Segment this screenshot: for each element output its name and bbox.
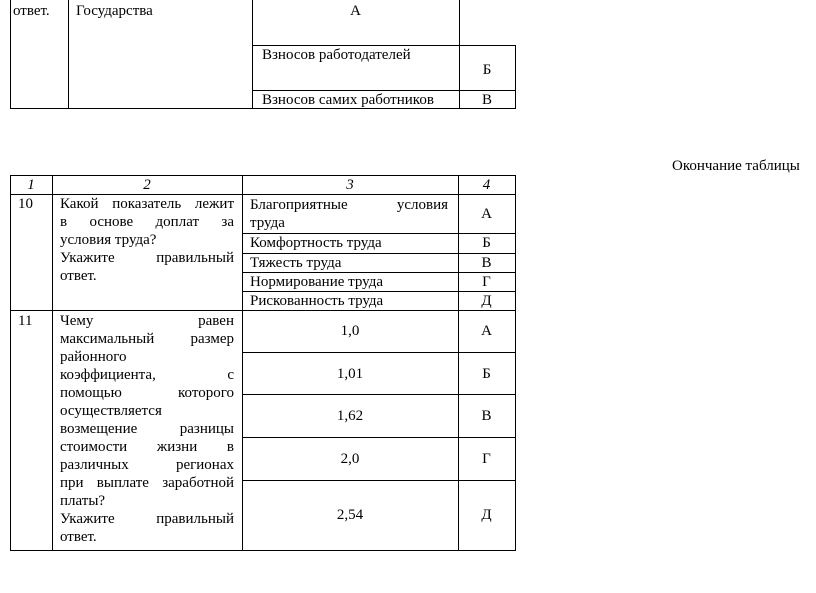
q11-option-c: 1,62 bbox=[336, 408, 364, 424]
q11-line: ответ. bbox=[60, 529, 97, 545]
q11-line: стоимости жизни в bbox=[60, 439, 234, 455]
q10-option-a-line2: труда bbox=[250, 215, 285, 231]
question-11-number: 11 bbox=[18, 313, 33, 329]
q10-line: Какой показатель лежит bbox=[60, 196, 234, 212]
q10-line: в основе доплат за bbox=[60, 214, 234, 230]
q11-line: помощью которого bbox=[60, 385, 234, 401]
q10-option-e: Рискованность труда bbox=[250, 293, 384, 309]
q11-line: коэффициента, с bbox=[60, 367, 234, 383]
q11-option-e-letter: Д bbox=[481, 507, 492, 523]
top-row-employer-letter: Б bbox=[482, 62, 492, 78]
top-cell-letter-a: А bbox=[350, 3, 361, 19]
q10-line: ответ. bbox=[60, 268, 97, 284]
q10-line: условия труда? bbox=[60, 232, 157, 248]
top-row-employer-label: Взносов работодателей bbox=[262, 47, 411, 63]
q10-option-a-line1: Благоприятные условия bbox=[250, 197, 448, 213]
q11-option-b: 1,01 bbox=[336, 366, 364, 382]
question-10-text bbox=[60, 195, 234, 285]
top-row-workers-letter: В bbox=[481, 92, 492, 108]
q11-line: Укажите правильный bbox=[60, 511, 234, 527]
q10-option-c-letter: В bbox=[481, 255, 492, 271]
q11-line: осуществляется bbox=[60, 403, 162, 419]
q11-line: максимальный размер bbox=[60, 331, 234, 347]
q10-option-d: Нормирование труда bbox=[250, 274, 384, 290]
header-col-2: 2 bbox=[143, 177, 151, 193]
header-col-1: 1 bbox=[27, 177, 35, 193]
header-col-3: 3 bbox=[346, 177, 354, 193]
q11-option-a-letter: А bbox=[481, 323, 492, 339]
q10-line: Укажите правильный bbox=[60, 250, 234, 266]
question-11-text bbox=[60, 312, 234, 546]
q11-option-d: 2,0 bbox=[340, 451, 360, 467]
q11-option-c-letter: В bbox=[481, 408, 492, 424]
top-cell-state: Государства bbox=[76, 3, 153, 19]
question-10-number: 10 bbox=[18, 196, 33, 212]
q11-line: различных регионах bbox=[60, 457, 234, 473]
q11-line: районного bbox=[60, 349, 127, 365]
q10-option-b: Комфортность труда bbox=[250, 235, 382, 251]
top-cell-answer: ответ. bbox=[13, 3, 50, 19]
q11-line: платы? bbox=[60, 493, 106, 509]
q10-option-a-letter: А bbox=[481, 206, 492, 222]
q11-option-d-letter: Г bbox=[482, 451, 491, 467]
q10-option-c: Тяжесть труда bbox=[250, 255, 342, 271]
q11-line: возмещение разницы bbox=[60, 421, 234, 437]
table-caption: Окончание таблицы bbox=[672, 158, 800, 174]
q10-option-d-letter: Г bbox=[482, 274, 491, 290]
q10-option-b-letter: Б bbox=[482, 235, 491, 251]
q11-option-e: 2,54 bbox=[336, 507, 364, 523]
q11-option-b-letter: Б bbox=[482, 366, 491, 382]
top-row-workers-label: Взносов самих работников bbox=[262, 92, 434, 108]
q10-option-e-letter: Д bbox=[481, 293, 492, 309]
header-col-4: 4 bbox=[482, 177, 491, 193]
q11-line: Чему равен bbox=[60, 313, 234, 329]
q11-line: при выплате заработной bbox=[60, 475, 234, 491]
q11-option-a: 1,0 bbox=[340, 323, 360, 339]
